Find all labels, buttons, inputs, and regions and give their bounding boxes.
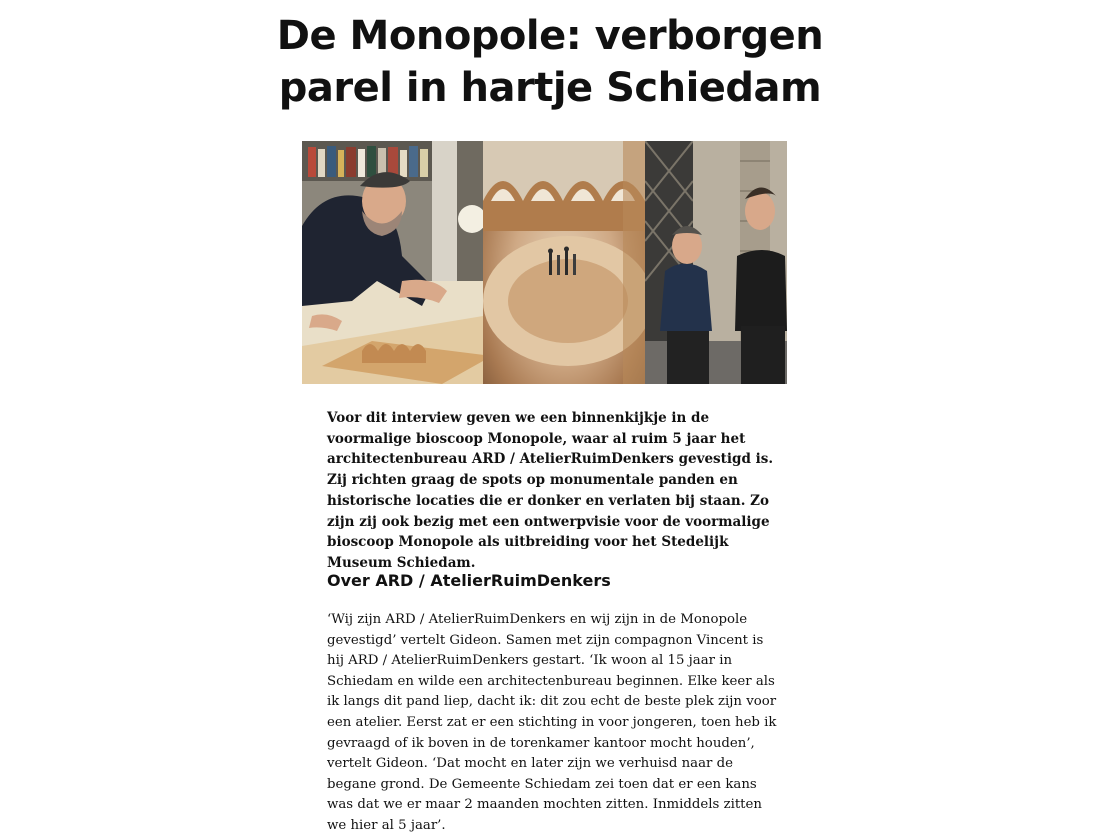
- article-body: ‘Wij zijn ARD / AtelierRuimDenkers en wij zijn in de Monopole gevestigd’ vertelt Gideon. Samen met zijn compagnon Vincent is hij ARD / AtelierRuimDenkers gestart. ‘Ik woon al 15 jaar in Schiedam en wilde een architectenbureau beginnen. Elke keer als ik langs dit pand liep, dacht ik: dit zou echt de beste plek zijn voor een atelier. Eerst zat er een stichting in voor jongeren, toen heb ik gevraagd of ik boven in de torenkamer kantoor mocht houden’, vertelt Gideon. ‘Dat mocht en later zijn we verhuisd naar de begane grond. De Gemeente Schiedam zei toen dat er een kans was dat we er maar 2 maanden mochten zitten. Inmiddels zitten we hier al 5 jaar’.: [327, 612, 777, 833]
- photo-architects-illustration: [645, 141, 787, 384]
- section-heading: Over ARD / AtelierRuimDenkers: [327, 571, 611, 590]
- article-title: De Monopole: verborgen parel in hartje Schiedam: [276, 13, 824, 111]
- article-intro: Voor dit interview geven we een binnenkijkje in de voormalige bioscoop Monopole, waar al ruim 5 jaar het architectenbureau ARD / AtelierRuimDenkers gevestigd is. Zij richten graag de spots op monumentale panden en historische locaties die er donker en verlaten bij staan. Zo zijn zij ook bezig met een ontwerpvisie voor de voormalige bioscoop Monopole als uitbreiding voor het Stedelijk Museum Schiedam.: [327, 410, 774, 571]
- hero-collage: [302, 141, 787, 384]
- photo-two-architects: [645, 141, 787, 384]
- photo-architect-with-model: [302, 141, 483, 384]
- photo-model-closeup: [483, 141, 645, 384]
- photo-model-illustration: [483, 141, 645, 384]
- photo-architect-illustration: [302, 141, 483, 384]
